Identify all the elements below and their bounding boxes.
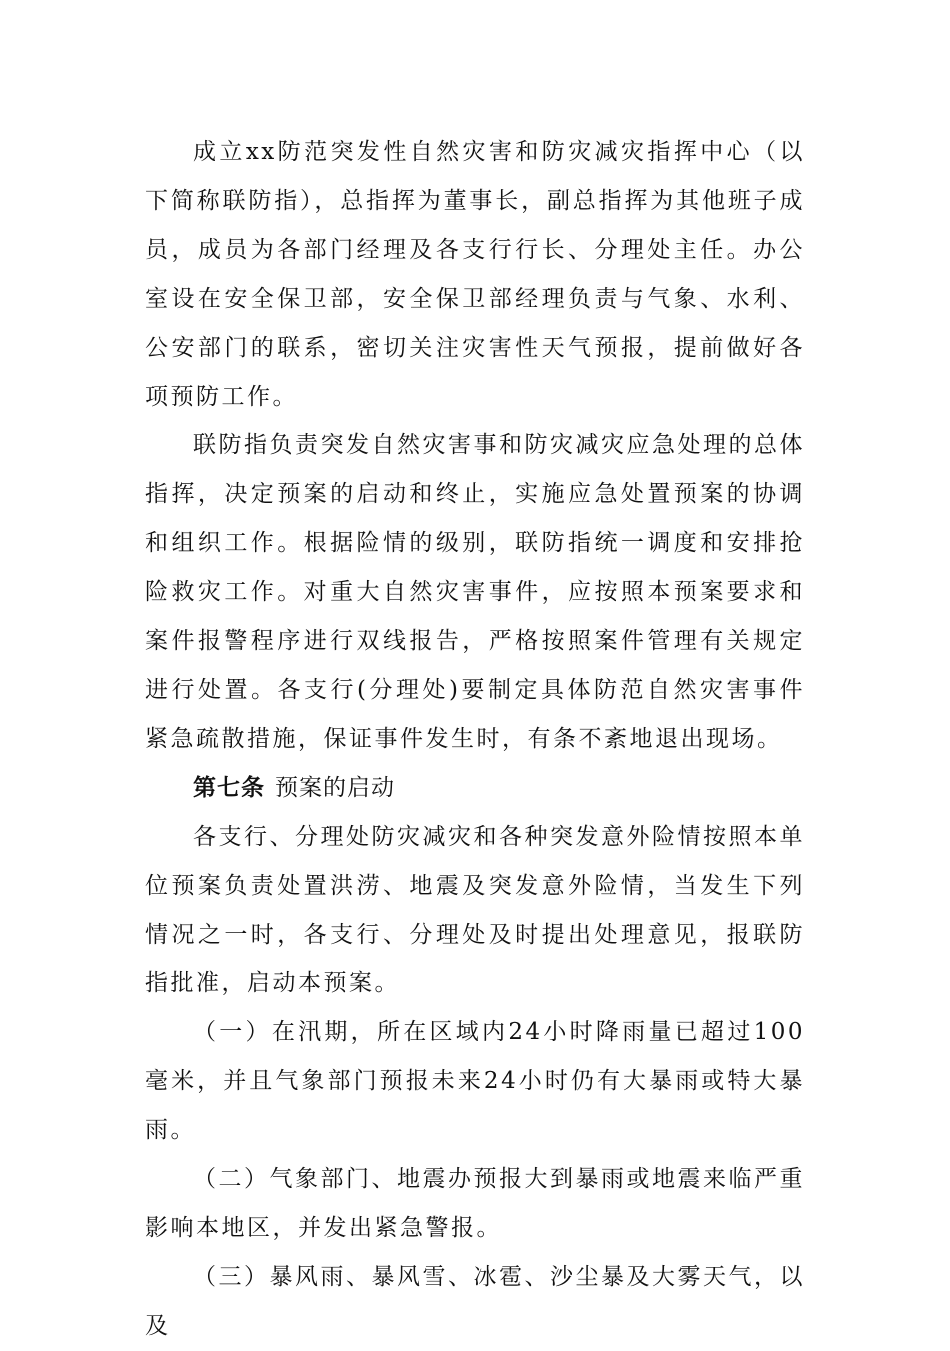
paragraph-command-center: 成立xx防范突发性自然灾害和防灾减灾指挥中心（以下简称联防指），总指挥为董事长，副总指挥为其他班子成员，成员为各部门经理及各支行行长、分理处主任。办公室设在安全保卫部，安全保卫部经理负责与气象、水利、公安部门的联系，密切关注灾害性天气预报，提前做好各项预防工作。 (145, 139, 805, 410)
paragraph-item-two: （二）气象部门、地震办预报大到暴雨或地震来临严重影响本地区，并发出紧急警报。 (145, 1166, 805, 1241)
paragraph-item-three: （三）暴风雨、暴风雪、冰雹、沙尘暴及大雾天气，以及 (145, 1263, 805, 1339)
article-label: 第七条 (193, 773, 265, 801)
paragraph-plan-activation: 各支行、分理处防灾减灾和各种突发意外险情按照本单位预案负责处置洪涝、地震及突发意外险情，当发生下列情况之一时，各支行、分理处及时提出处理意见，报联防指批准，启动本预案。 (145, 823, 805, 997)
document-body (145, 128, 805, 1351)
paragraph-item-one: （一）在汛期，所在区域内24小时降雨量已超过100毫米，并且气象部门预报未来24小时仍有大暴雨或特大暴雨。 (145, 1019, 805, 1144)
article-title: 预案的启动 (275, 774, 395, 801)
paragraph-command-duties: 联防指负责突发自然灾害事和防灾减灾应急处理的总体指挥，决定预案的启动和终止，实施应急处置预案的协调和组织工作。根据险情的级别，联防指统一调度和安排抢险救灾工作。对重大自然灾害事件，应按照本预案要求和案件报警程序进行双线报告，严格按照案件管理有关规定进行处置。各支行(分理处)要制定具体防范自然灾害事件紧急疏散措施，保证事件发生时，有条不紊地退出现场。 (145, 432, 805, 752)
article-heading (145, 764, 805, 813)
